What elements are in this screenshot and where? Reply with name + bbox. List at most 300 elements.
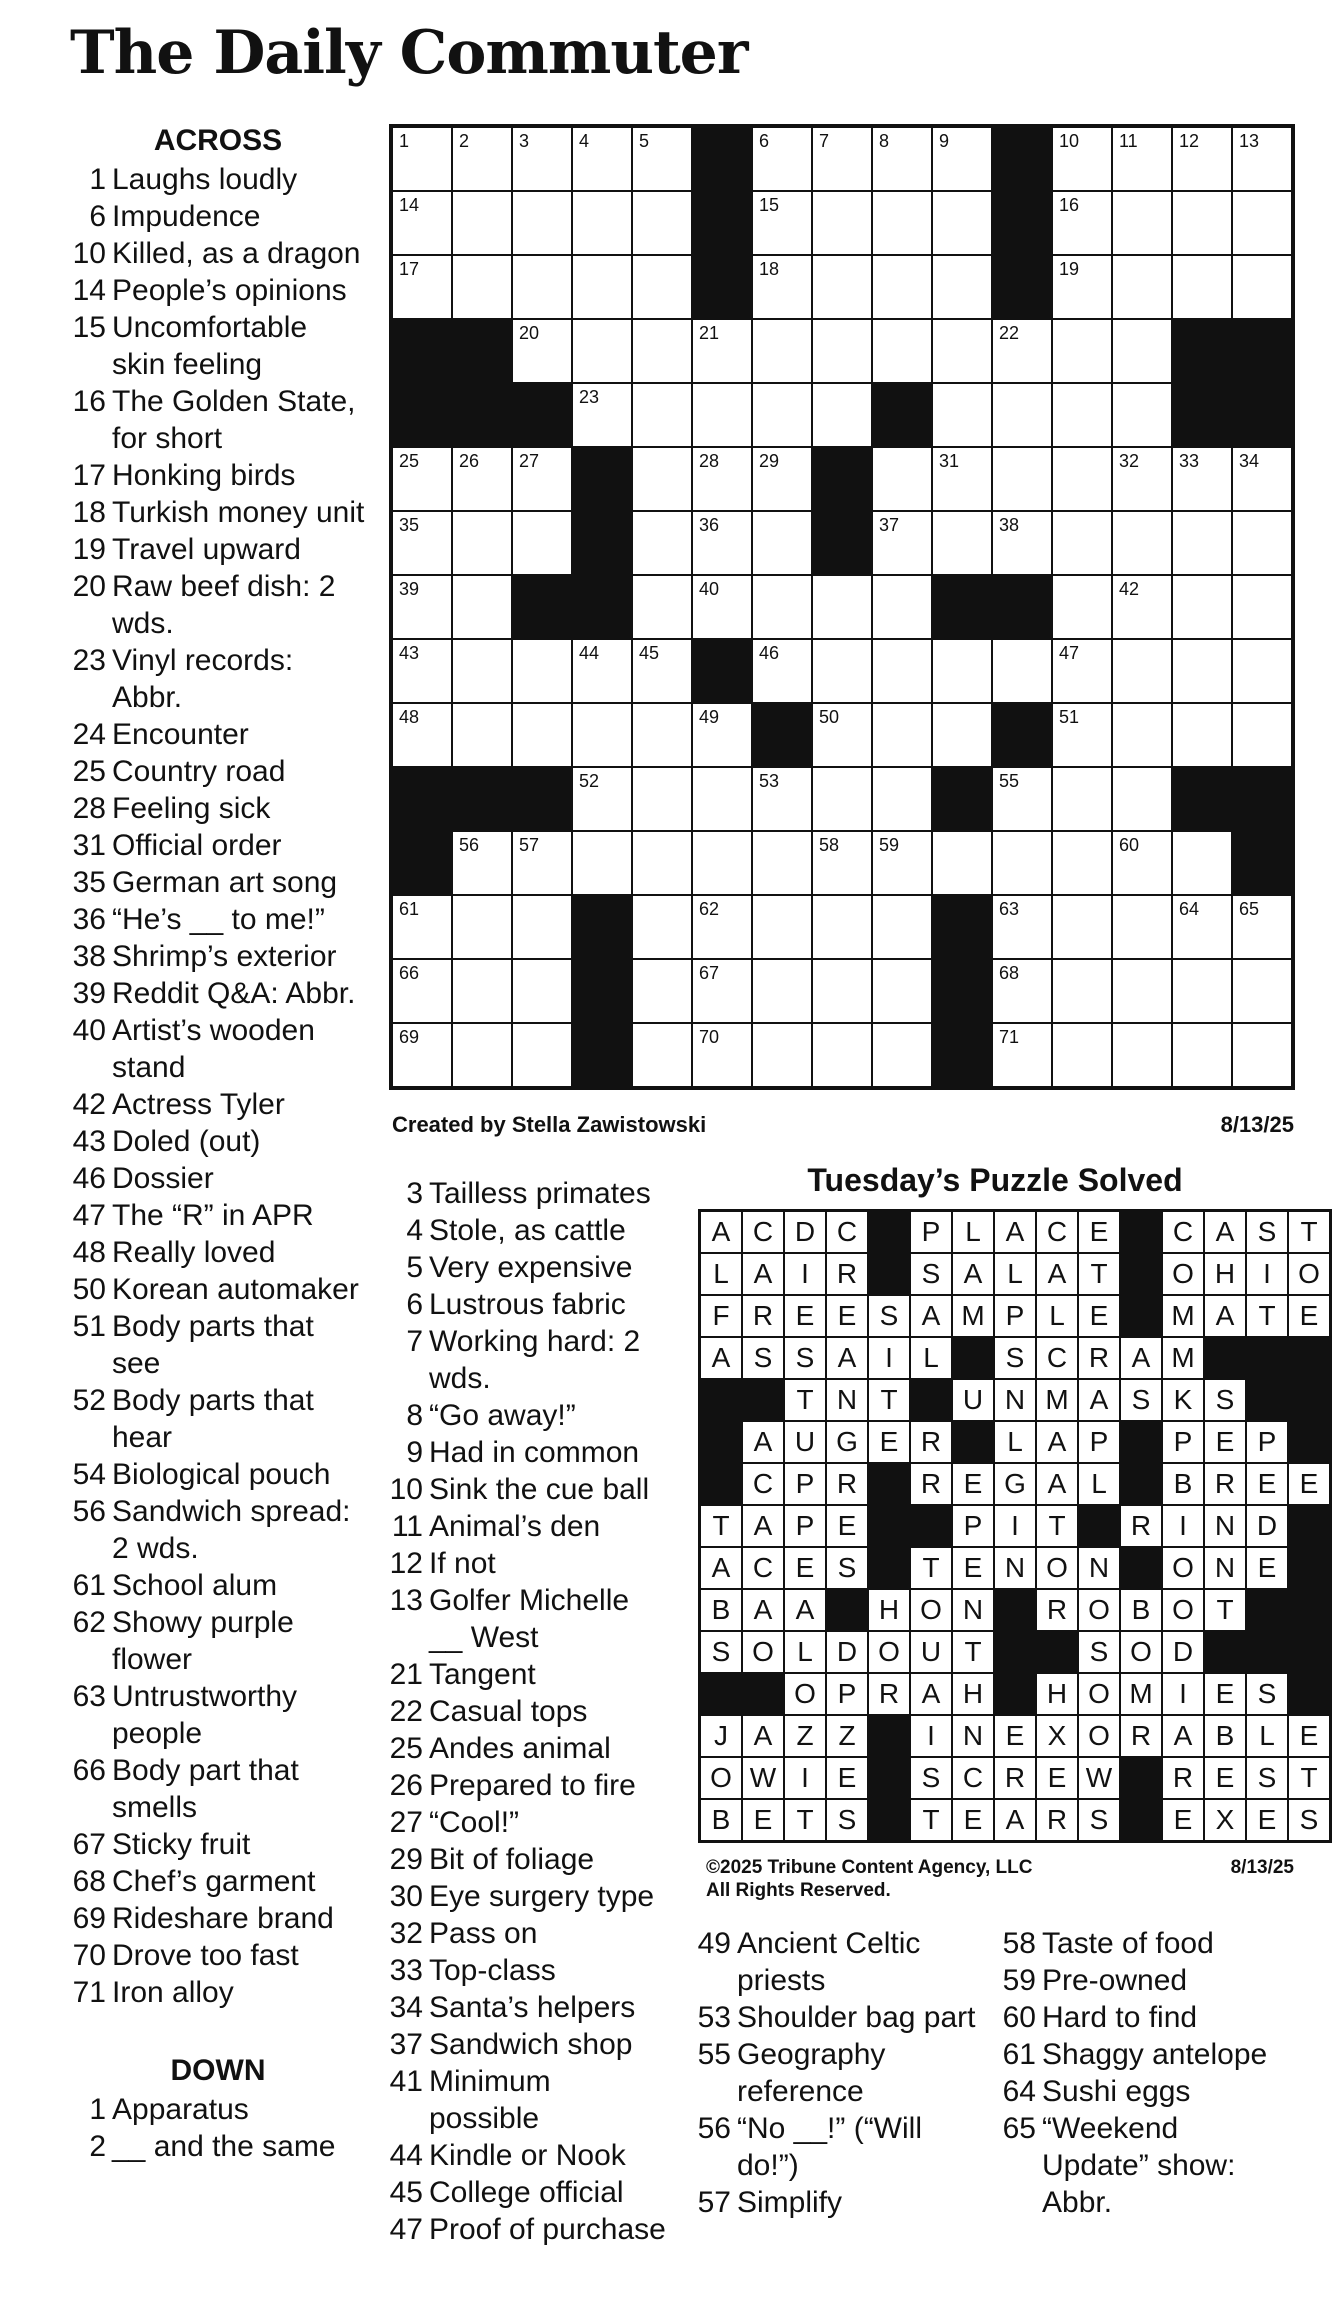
grid-cell[interactable] <box>992 383 1052 447</box>
grid-cell[interactable] <box>632 831 692 895</box>
grid-cell[interactable] <box>812 831 872 895</box>
grid-cell[interactable] <box>752 767 812 831</box>
grid-cell[interactable] <box>1232 191 1292 255</box>
cell-number: 2 <box>459 131 470 151</box>
cell-number: 20 <box>519 323 540 343</box>
grid-cell[interactable] <box>1052 383 1112 447</box>
grid-cell[interactable] <box>692 831 752 895</box>
clue-number: 23 <box>72 644 106 677</box>
grid-cell[interactable] <box>392 703 452 767</box>
clue-number: 58 <box>1002 1927 1036 1960</box>
grid-cell[interactable] <box>512 831 572 895</box>
cell-number: 15 <box>759 195 780 215</box>
grid-cell[interactable] <box>752 447 812 511</box>
grid-cell[interactable] <box>872 575 932 639</box>
clue-number: 8 <box>406 1399 423 1432</box>
grid-cell[interactable] <box>992 1023 1052 1087</box>
grid-cell[interactable] <box>692 447 752 511</box>
solution-letter: C <box>742 1547 784 1589</box>
clue-number: 44 <box>389 2139 423 2172</box>
grid-cell[interactable] <box>872 767 932 831</box>
clue-text: Laughs loudly <box>112 163 298 196</box>
grid-cell[interactable] <box>692 1023 752 1087</box>
grid-cell[interactable] <box>1172 575 1232 639</box>
grid-cell[interactable] <box>452 255 512 319</box>
grid-cell[interactable] <box>392 511 452 575</box>
grid-cell[interactable] <box>632 575 692 639</box>
grid-cell[interactable] <box>512 447 572 511</box>
grid-cell[interactable] <box>692 511 752 575</box>
grid-cell[interactable] <box>1172 703 1232 767</box>
grid-cell[interactable] <box>872 511 932 575</box>
grid-cell[interactable] <box>572 319 632 383</box>
grid-cell[interactable] <box>1232 639 1292 703</box>
solution-black-square <box>868 1715 910 1757</box>
grid-cell[interactable] <box>572 767 632 831</box>
clue-number: 26 <box>389 1769 423 1802</box>
grid-cell[interactable] <box>812 191 872 255</box>
clue-text: Geography reference <box>737 2038 886 2108</box>
grid-cell[interactable] <box>572 383 632 447</box>
grid-cell[interactable] <box>1112 383 1172 447</box>
solution-letter: A <box>910 1673 952 1715</box>
grid-cell[interactable] <box>452 127 512 191</box>
grid-cell[interactable] <box>1172 1023 1232 1087</box>
cell-number: 8 <box>879 131 890 151</box>
solution-letter: P <box>910 1211 952 1253</box>
grid-cell[interactable] <box>752 383 812 447</box>
grid-cell[interactable] <box>632 447 692 511</box>
grid-cell[interactable] <box>932 639 992 703</box>
clue-text: Santa’s helpers <box>429 1991 636 2024</box>
grid-cell[interactable] <box>752 831 812 895</box>
grid-cell[interactable] <box>992 767 1052 831</box>
puzzle-credit: Created by Stella Zawistowski <box>392 1112 707 1137</box>
grid-cell[interactable] <box>932 191 992 255</box>
grid-cell[interactable] <box>812 639 872 703</box>
clue-number: 48 <box>72 1236 106 1269</box>
grid-cell[interactable] <box>692 895 752 959</box>
cell-number: 1 <box>399 131 410 151</box>
black-square <box>452 767 512 831</box>
grid-cell[interactable] <box>512 255 572 319</box>
solution-letter: O <box>1078 1715 1120 1757</box>
grid-cell[interactable] <box>1232 895 1292 959</box>
solution-black-square <box>1120 1211 1162 1253</box>
grid-cell[interactable] <box>1052 703 1112 767</box>
grid-cell[interactable] <box>812 1023 872 1087</box>
grid-cell[interactable] <box>452 1023 512 1087</box>
grid-cell[interactable] <box>752 895 812 959</box>
solution-letter: A <box>742 1715 784 1757</box>
grid-cell[interactable] <box>632 191 692 255</box>
solution-black-square <box>1288 1337 1330 1379</box>
grid-cell[interactable] <box>992 447 1052 511</box>
grid-cell[interactable] <box>512 895 572 959</box>
grid-cell[interactable] <box>512 959 572 1023</box>
down-clues-col3 <box>693 1925 978 2221</box>
solution-letter: R <box>994 1757 1036 1799</box>
solution-letter: N <box>1204 1505 1246 1547</box>
cell-number: 21 <box>699 323 720 343</box>
grid-cell[interactable] <box>1232 1023 1292 1087</box>
grid-cell[interactable] <box>1172 447 1232 511</box>
grid-cell[interactable] <box>872 447 932 511</box>
black-square <box>392 383 452 447</box>
grid-cell[interactable] <box>392 639 452 703</box>
grid-cell[interactable] <box>1052 127 1112 191</box>
grid-cell[interactable] <box>932 127 992 191</box>
solution-letter: P <box>1246 1421 1288 1463</box>
clue-text: Showy purple flower <box>112 1606 294 1676</box>
grid-cell[interactable] <box>512 1023 572 1087</box>
solution-letter: E <box>1246 1799 1288 1841</box>
grid-cell[interactable] <box>812 959 872 1023</box>
grid-cell[interactable] <box>1052 575 1112 639</box>
grid-cell[interactable] <box>1172 895 1232 959</box>
solution-letter: R <box>1120 1715 1162 1757</box>
cell-number: 62 <box>699 899 720 919</box>
grid-cell[interactable] <box>632 511 692 575</box>
solution-letter: A <box>1036 1253 1078 1295</box>
cell-number: 5 <box>639 131 650 151</box>
grid-cell[interactable] <box>1052 1023 1112 1087</box>
solution-letter: R <box>1078 1337 1120 1379</box>
grid-cell[interactable] <box>392 191 452 255</box>
solution-letter: N <box>952 1715 994 1757</box>
solution-letter: R <box>742 1295 784 1337</box>
cell-number: 31 <box>939 451 960 471</box>
grid-cell[interactable] <box>452 831 512 895</box>
grid-cell[interactable] <box>812 895 872 959</box>
grid-cell[interactable] <box>812 575 872 639</box>
grid-cell[interactable] <box>812 319 872 383</box>
grid-cell[interactable] <box>1112 575 1172 639</box>
grid-cell[interactable] <box>1052 767 1112 831</box>
grid-cell[interactable] <box>392 447 452 511</box>
grid-cell[interactable] <box>872 191 932 255</box>
grid-cell[interactable] <box>752 319 812 383</box>
grid-cell[interactable] <box>872 895 932 959</box>
grid-cell[interactable] <box>1112 127 1172 191</box>
grid-cell[interactable] <box>1232 575 1292 639</box>
grid-cell[interactable] <box>392 127 452 191</box>
grid-cell[interactable] <box>632 639 692 703</box>
grid-cell[interactable] <box>1172 191 1232 255</box>
grid-cell[interactable] <box>932 831 992 895</box>
grid-cell[interactable] <box>572 255 632 319</box>
clue-number: 32 <box>389 1917 423 1950</box>
clue-number: 21 <box>389 1658 423 1691</box>
solution-letter: A <box>700 1211 742 1253</box>
clue-number: 62 <box>72 1606 106 1639</box>
grid-cell[interactable] <box>1232 703 1292 767</box>
solution-letter: O <box>910 1589 952 1631</box>
grid-cell[interactable] <box>1112 511 1172 575</box>
grid-cell[interactable] <box>1112 319 1172 383</box>
grid-cell[interactable] <box>632 319 692 383</box>
grid-cell[interactable] <box>452 511 512 575</box>
clue-text: College official <box>429 2176 624 2209</box>
solution-letter: R <box>1036 1799 1078 1841</box>
clue-item <box>385 1804 667 1841</box>
grid-cell[interactable] <box>1112 1023 1172 1087</box>
solution-black-square <box>1120 1463 1162 1505</box>
clue-text: School alum <box>112 1569 278 1602</box>
cell-number: 56 <box>459 835 480 855</box>
grid-cell[interactable] <box>1232 959 1292 1023</box>
grid-cell[interactable] <box>692 575 752 639</box>
grid-cell[interactable] <box>512 639 572 703</box>
cell-number: 34 <box>1239 451 1260 471</box>
solution-black-square <box>868 1547 910 1589</box>
grid-cell[interactable] <box>1172 639 1232 703</box>
grid-cell[interactable] <box>1232 255 1292 319</box>
clue-item <box>998 2073 1288 2110</box>
grid-cell[interactable] <box>1112 767 1172 831</box>
grid-cell[interactable] <box>752 575 812 639</box>
grid-cell[interactable] <box>1112 255 1172 319</box>
clue-item <box>385 1434 667 1471</box>
clue-number: 10 <box>389 1473 423 1506</box>
grid-cell[interactable] <box>1052 831 1112 895</box>
clue-text: Shoulder bag part <box>737 2001 976 2034</box>
grid-cell[interactable] <box>632 255 692 319</box>
grid-cell[interactable] <box>932 255 992 319</box>
grid-cell[interactable] <box>512 127 572 191</box>
cell-number: 26 <box>459 451 480 471</box>
clue-item <box>385 1212 667 1249</box>
grid-cell[interactable] <box>932 319 992 383</box>
grid-cell[interactable] <box>1052 447 1112 511</box>
cell-number: 52 <box>579 771 600 791</box>
solution-letter: A <box>1036 1463 1078 1505</box>
grid-cell[interactable] <box>812 703 872 767</box>
grid-cell[interactable] <box>632 383 692 447</box>
grid-cell[interactable] <box>992 511 1052 575</box>
solution-black-square <box>952 1421 994 1463</box>
grid-cell[interactable] <box>512 511 572 575</box>
solution-letter: T <box>1078 1253 1120 1295</box>
copyright-line1: ©2025 Tribune Content Agency, LLC <box>706 1857 1033 1878</box>
grid-cell[interactable] <box>452 639 512 703</box>
grid-cell[interactable] <box>392 959 452 1023</box>
grid-cell[interactable] <box>632 895 692 959</box>
solution-black-square <box>994 1589 1036 1631</box>
clue-item <box>68 1382 368 1456</box>
grid-cell[interactable] <box>1172 831 1232 895</box>
solution-black-square <box>742 1379 784 1421</box>
grid-cell[interactable] <box>932 383 992 447</box>
solution-black-square <box>1288 1379 1330 1421</box>
grid-cell[interactable] <box>872 255 932 319</box>
grid-cell[interactable] <box>632 767 692 831</box>
black-square <box>1172 383 1232 447</box>
grid-cell[interactable] <box>812 767 872 831</box>
grid-cell[interactable] <box>812 255 872 319</box>
solution-letter: O <box>784 1673 826 1715</box>
solution-letter: T <box>700 1505 742 1547</box>
grid-cell[interactable] <box>752 1023 812 1087</box>
grid-cell[interactable] <box>1112 639 1172 703</box>
grid-cell[interactable] <box>572 191 632 255</box>
grid-cell[interactable] <box>1112 191 1172 255</box>
grid-cell[interactable] <box>872 1023 932 1087</box>
clue-number: 69 <box>72 1902 106 1935</box>
solution-letter: R <box>1036 1589 1078 1631</box>
grid-cell[interactable] <box>1112 447 1172 511</box>
grid-cell[interactable] <box>872 639 932 703</box>
grid-cell[interactable] <box>1052 959 1112 1023</box>
grid-cell[interactable] <box>1232 511 1292 575</box>
grid-cell[interactable] <box>632 1023 692 1087</box>
grid-cell[interactable] <box>752 191 812 255</box>
grid-cell[interactable] <box>392 895 452 959</box>
clue-text: Killed, as a dragon <box>112 237 361 270</box>
clue-text: Working hard: 2 wds. <box>429 1325 641 1395</box>
clue-item <box>68 1271 368 1308</box>
grid-cell[interactable] <box>932 447 992 511</box>
grid-cell[interactable] <box>992 831 1052 895</box>
grid-cell[interactable] <box>872 959 932 1023</box>
grid-cell[interactable] <box>632 959 692 1023</box>
grid-cell[interactable] <box>872 127 932 191</box>
grid-cell[interactable] <box>392 255 452 319</box>
solution-letter: E <box>1162 1799 1204 1841</box>
solution-letter: O <box>868 1631 910 1673</box>
clue-item <box>68 309 368 383</box>
solution-black-square <box>1288 1421 1330 1463</box>
solution-letter: T <box>1288 1757 1330 1799</box>
grid-cell[interactable] <box>572 639 632 703</box>
clue-item <box>68 938 368 975</box>
clue-text: Stole, as cattle <box>429 1214 626 1247</box>
grid-cell[interactable] <box>992 895 1052 959</box>
grid-cell[interactable] <box>752 127 812 191</box>
grid-cell[interactable] <box>1112 831 1172 895</box>
clue-item <box>385 2174 667 2211</box>
clue-item <box>68 1012 368 1086</box>
grid-cell[interactable] <box>452 575 512 639</box>
grid-cell[interactable] <box>632 703 692 767</box>
grid-cell[interactable] <box>392 1023 452 1087</box>
clue-item <box>385 2063 667 2137</box>
grid-cell[interactable] <box>752 511 812 575</box>
grid-cell[interactable] <box>812 127 872 191</box>
grid-cell[interactable] <box>512 191 572 255</box>
grid-cell[interactable] <box>1112 895 1172 959</box>
grid-cell[interactable] <box>1052 191 1112 255</box>
grid-cell[interactable] <box>1172 255 1232 319</box>
grid-cell[interactable] <box>1052 895 1112 959</box>
solution-letter: R <box>868 1673 910 1715</box>
grid-cell[interactable] <box>1112 959 1172 1023</box>
grid-cell[interactable] <box>872 831 932 895</box>
grid-cell[interactable] <box>752 639 812 703</box>
grid-cell[interactable] <box>752 255 812 319</box>
cell-number: 22 <box>999 323 1020 343</box>
grid-cell[interactable] <box>512 703 572 767</box>
grid-cell[interactable] <box>572 831 632 895</box>
solution-letter: S <box>994 1337 1036 1379</box>
solution-letter: P <box>826 1673 868 1715</box>
grid-cell[interactable] <box>932 703 992 767</box>
grid-cell[interactable] <box>392 575 452 639</box>
cell-number: 42 <box>1119 579 1140 599</box>
cell-number: 7 <box>819 131 830 151</box>
grid-cell[interactable] <box>1232 447 1292 511</box>
grid-cell[interactable] <box>1232 127 1292 191</box>
grid-cell[interactable] <box>452 895 512 959</box>
black-square <box>992 255 1052 319</box>
clue-number: 56 <box>72 1495 106 1528</box>
solution-black-square <box>1120 1757 1162 1799</box>
solution-letter: A <box>1204 1211 1246 1253</box>
cell-number: 28 <box>699 451 720 471</box>
solution-letter: F <box>700 1295 742 1337</box>
grid-cell[interactable] <box>572 127 632 191</box>
grid-cell[interactable] <box>752 959 812 1023</box>
clue-number: 12 <box>389 1547 423 1580</box>
black-square <box>752 703 812 767</box>
black-square <box>812 511 872 575</box>
grid-cell[interactable] <box>632 127 692 191</box>
clue-number: 14 <box>72 274 106 307</box>
grid-cell[interactable] <box>692 319 752 383</box>
grid-cell[interactable] <box>992 639 1052 703</box>
grid-cell[interactable] <box>692 383 752 447</box>
clue-text: Official order <box>112 829 282 862</box>
grid-cell[interactable] <box>692 767 752 831</box>
grid-cell[interactable] <box>1172 511 1232 575</box>
cell-number: 10 <box>1059 131 1080 151</box>
grid-cell[interactable] <box>872 703 932 767</box>
cell-number: 53 <box>759 771 780 791</box>
grid-cell[interactable] <box>932 511 992 575</box>
grid-cell[interactable] <box>452 447 512 511</box>
clue-number: 63 <box>72 1680 106 1713</box>
grid-cell[interactable] <box>692 703 752 767</box>
clue-item <box>68 272 368 309</box>
grid-cell[interactable] <box>1052 255 1112 319</box>
grid-cell[interactable] <box>1172 127 1232 191</box>
clue-item <box>385 1730 667 1767</box>
grid-cell[interactable] <box>1172 959 1232 1023</box>
grid-cell[interactable] <box>452 703 512 767</box>
cell-number: 43 <box>399 643 420 663</box>
clue-text: “No __!” (“Will do!”) <box>737 2112 922 2182</box>
grid-cell[interactable] <box>1112 703 1172 767</box>
clue-text: Hard to find <box>1042 2001 1198 2034</box>
grid-cell[interactable] <box>692 959 752 1023</box>
clue-text: Sticky fruit <box>112 1828 251 1861</box>
grid-cell[interactable] <box>1052 639 1112 703</box>
crossword-grid[interactable] <box>389 124 1295 1090</box>
solution-letter: A <box>742 1505 784 1547</box>
solution-letter: S <box>1246 1673 1288 1715</box>
grid-cell[interactable] <box>452 959 512 1023</box>
grid-cell[interactable] <box>992 319 1052 383</box>
grid-cell[interactable] <box>1052 511 1112 575</box>
grid-cell[interactable] <box>992 959 1052 1023</box>
grid-cell[interactable] <box>1052 319 1112 383</box>
grid-cell[interactable] <box>812 383 872 447</box>
black-square <box>512 383 572 447</box>
grid-cell[interactable] <box>452 191 512 255</box>
grid-cell[interactable] <box>512 319 572 383</box>
grid-cell[interactable] <box>872 319 932 383</box>
grid-cell[interactable] <box>572 703 632 767</box>
